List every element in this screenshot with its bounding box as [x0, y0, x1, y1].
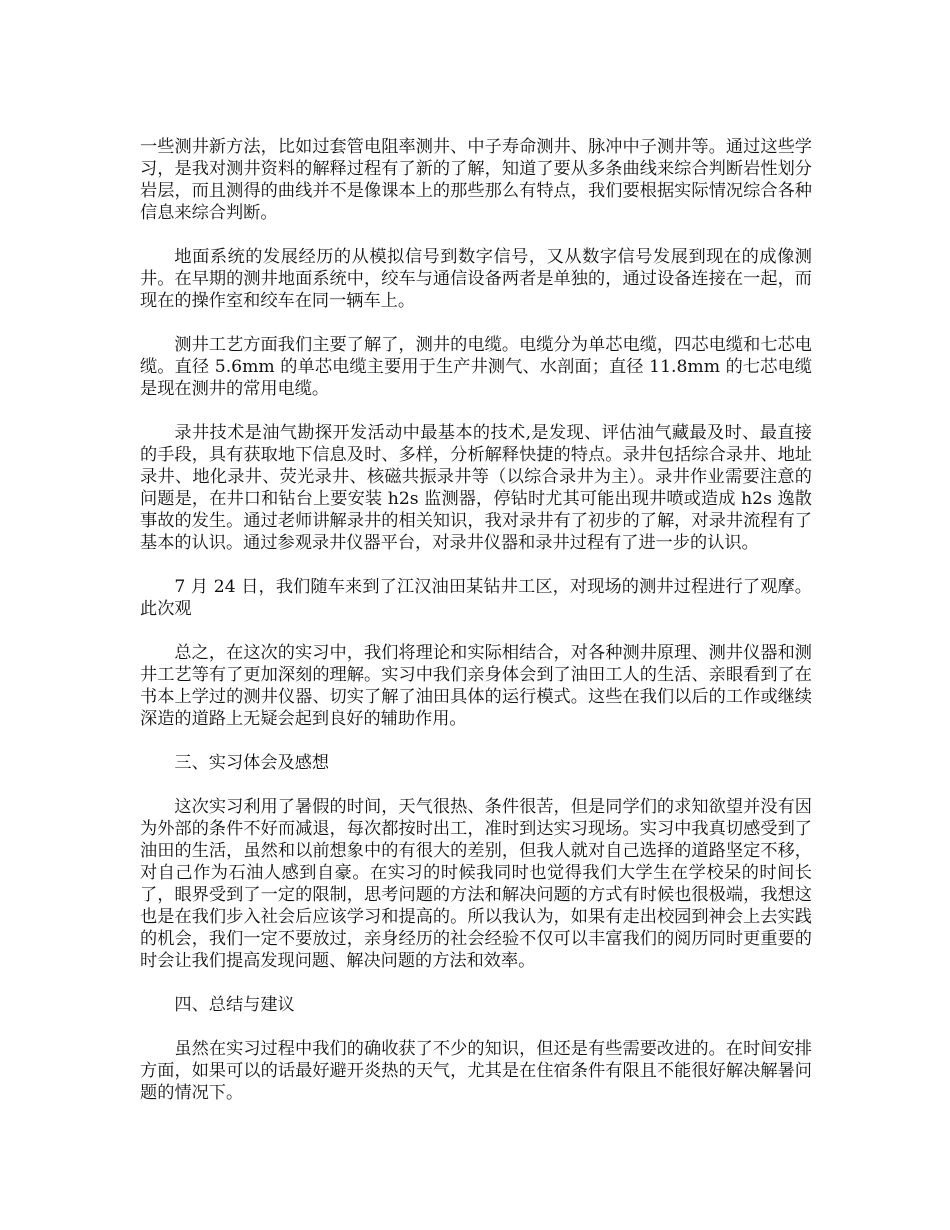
paragraph-field-visit: 7 月 24 日，我们随车来到了江汉油田某钻井工区，对现场的测井过程进行了观摩。此次观: [140, 577, 812, 619]
paragraph-mud-logging: 录井技术是油气勘探开发活动中最基本的技术,是发现、评估油气藏最及时、最直接的手段，具有获取地下信息及时、多样，分析解释快捷的特点。录井包括综合录井、地址录井、地化录井、荧光录井、核磁共振录井等（以综合录井为主）。录井作业需要注意的问题是，在井口和钻台上要安装 h2s 监测器，停钻时尤其可能出现井喷或造成 h2s 逸散事故的发生。通过老师讲解录井的相关知识，我对录井有了初步的了解，对录井流程有了基本的认识。通过参观录井仪器平台，对录井仪器和录井过程有了进一步的认识。: [140, 423, 812, 553]
paragraph-cable-technology: 测井工艺方面我们主要了解了，测井的电缆。电缆分为单芯电缆，四芯电缆和七芯电缆。直径 5.6mm 的单芯电缆主要用于生产井测气、水剖面；直径 11.8mm 的七芯电缆是现在测井的常用电缆。: [140, 335, 812, 399]
section-heading-experience: 三、实习体会及感想: [174, 753, 330, 773]
paragraph-experience: 这次实习利用了暑假的时间，天气很热、条件很苦，但是同学们的求知欲望并没有因为外部的条件不好而减退，每次都按时出工，准时到达实习现场。实习中我真切感受到了油田的生活，虽然和以前想象中的有很大的差别，但我人就对自己选择的道路坚定不移，对自己作为石油人感到自豪。在实习的时候我同时也觉得我们大学生在学校呆的时间长了，眼界受到了一定的限制，思考问题的方法和解决问题的方式有时候也很极端，我想这也是在我们步入社会后应该学习和提高的。所以我认为，如果有走出校园到神会上去实践的机会，我们一定不要放过，亲身经历的社会经验不仅可以丰富我们的阅历同时更重要的时会让我们提高发现问题、解决问题的方法和效率。: [140, 797, 812, 971]
section-heading-conclusion: 四、总结与建议: [174, 995, 295, 1015]
paragraph-summary: 总之，在这次的实习中，我们将理论和实际相结合，对各种测井原理、测井仪器和测井工艺等有了更加深刻的理解。实习中我们亲身体会到了油田工人的生活、亲眼看到了在书本上学过的测井仪器、切实了解了油田具体的运行模式。这些在我们以后的工作或继续深造的道路上无疑会起到良好的辅助作用。: [140, 643, 812, 729]
paragraph-suggestions: 虽然在实习过程中我们的确收获了不少的知识，但还是有些需要改进的。在时间安排方面，如果可以的话最好避开炎热的天气，尤其是在住宿条件有限且不能很好解决解暑问题的情况下。: [140, 1039, 812, 1103]
document-page: [140, 136, 812, 1126]
paragraph-surface-system: 地面系统的发展经历的从模拟信号到数字信号，又从数字信号发展到现在的成像测井。在早期的测井地面系统中，绞车与通信设备两者是单独的，通过设备连接在一起，而现在的操作室和绞车在同一辆车上。: [140, 247, 812, 311]
paragraph-logging-methods: 一些测井新方法，比如过套管电阻率测井、中子寿命测井、脉冲中子测井等。通过这些学习，是我对测井资料的解释过程有了新的了解，知道了要从多条曲线来综合判断岩性划分岩层，而且测得的曲线并不是像课本上的那些那么有特点，我们要根据实际情况综合各种信息来综合判断。: [140, 137, 812, 223]
